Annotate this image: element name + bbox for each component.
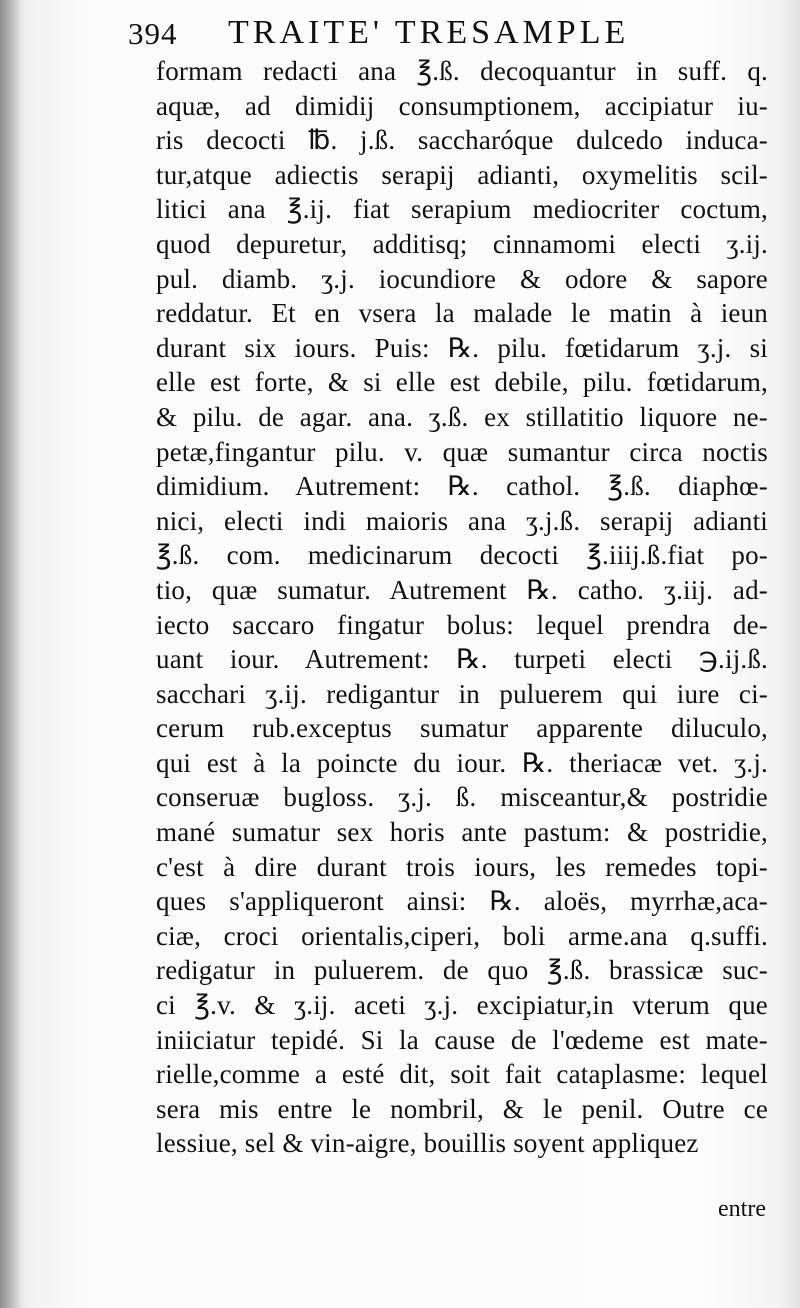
bleed-through-texture <box>200 1240 620 1268</box>
text-line: elle est forte, & si elle est debile, pilu. fœtidarum, <box>156 367 768 398</box>
text-line: sacchari ʒ.ij. redigantur in puluerem qui iure ci- <box>156 678 768 709</box>
text-line: ciæ, croci orientalis,ciperi, boli arme.ana q.suffi. <box>156 920 768 951</box>
text-line: pul. diamb. ʒ.j. iocundiore & odore & sapore <box>156 263 768 294</box>
text-line: ℥.ß. com. medicinarum decocti ℥.iiij.ß.fiat po- <box>156 540 768 571</box>
text-line: sera mis entre le nombril, & le penil. Outre ce <box>156 1093 768 1124</box>
text-line: aquæ, ad dimidij consumptionem, accipiatur iu- <box>156 90 768 121</box>
text-line: c'est à dire durant trois iours, les remedes topi- <box>156 851 768 882</box>
text-line: redigatur in puluerem. de quo ℥.ß. brassicæ suc- <box>156 955 768 986</box>
running-head <box>128 10 768 54</box>
text-line: rielle,comme a esté dit, soit fait cataplasme: lequel <box>156 1059 768 1090</box>
text-line: tur,atque adiectis serapij adianti, oxymelitis scil- <box>156 159 768 190</box>
gutter-shadow <box>0 0 22 1308</box>
text-line: conseruæ bugloss. ʒ.j. ß. misceantur,& postridie <box>156 782 768 813</box>
text-line: litici ana ℥.ij. fiat serapium mediocriter coctum, <box>156 194 768 225</box>
text-line: ris decocti ℔. j.ß. saccharóque dulcedo induca- <box>156 125 768 156</box>
text-line: & pilu. de agar. ana. ʒ.ß. ex stillatitio liquore ne- <box>156 401 768 432</box>
text-line: lessiue, sel & vin-aigre, bouillis soyent appliquez <box>156 1128 699 1159</box>
text-line: quod depuretur, additisq; cinnamomi electi ʒ.ij. <box>156 228 768 259</box>
text-line: tio, quæ sumatur. Autrement ℞. catho. ʒ.iij. ad- <box>156 574 768 605</box>
text-line: durant six iours. Puis: ℞. pilu. fœtidarum ʒ.j. si <box>156 332 768 363</box>
running-title: TRAITE' TRESAMPLE <box>228 14 630 51</box>
text-line: uant iour. Autrement: ℞. turpeti electi ℈.ij.ß. <box>156 644 768 675</box>
page-number: 394 <box>128 16 178 51</box>
text-line: qui est à la poincte du iour. ℞. theriacæ vet. ʒ.j. <box>156 747 768 778</box>
body-text <box>156 54 768 1161</box>
text-line: nici, electi indi maioris ana ʒ.j.ß. serapij adianti <box>156 505 768 536</box>
text-line: formam redacti ana ℥.ß. decoquantur in suff. q. <box>156 56 768 86</box>
text-line: petæ,fingantur pilu. v. quæ sumantur circa noctis <box>156 436 768 467</box>
text-line: reddatur. Et en vsera la malade le matin à ieun <box>156 298 768 329</box>
text-line: ques s'appliqueront ainsi: ℞. aloës, myrrhæ,aca- <box>156 886 768 917</box>
text-line: mané sumatur sex horis ante pastum: & postridie, <box>156 817 768 848</box>
text-line: dimidium. Autrement: ℞. cathol. ℥.ß. diaphœ- <box>156 471 768 502</box>
catchword: entre <box>718 1196 766 1222</box>
text-line: iniiciatur tepidé. Si la cause de l'œdeme est mate- <box>156 1024 768 1055</box>
text-line: iecto saccaro fingatur bolus: lequel prendra de- <box>156 609 768 640</box>
text-line: ci ℥.v. & ʒ.ij. aceti ʒ.j. excipiatur,in vterum que <box>156 990 768 1021</box>
text-line: cerum rub.exceptus sumatur apparente diluculo, <box>156 713 768 744</box>
